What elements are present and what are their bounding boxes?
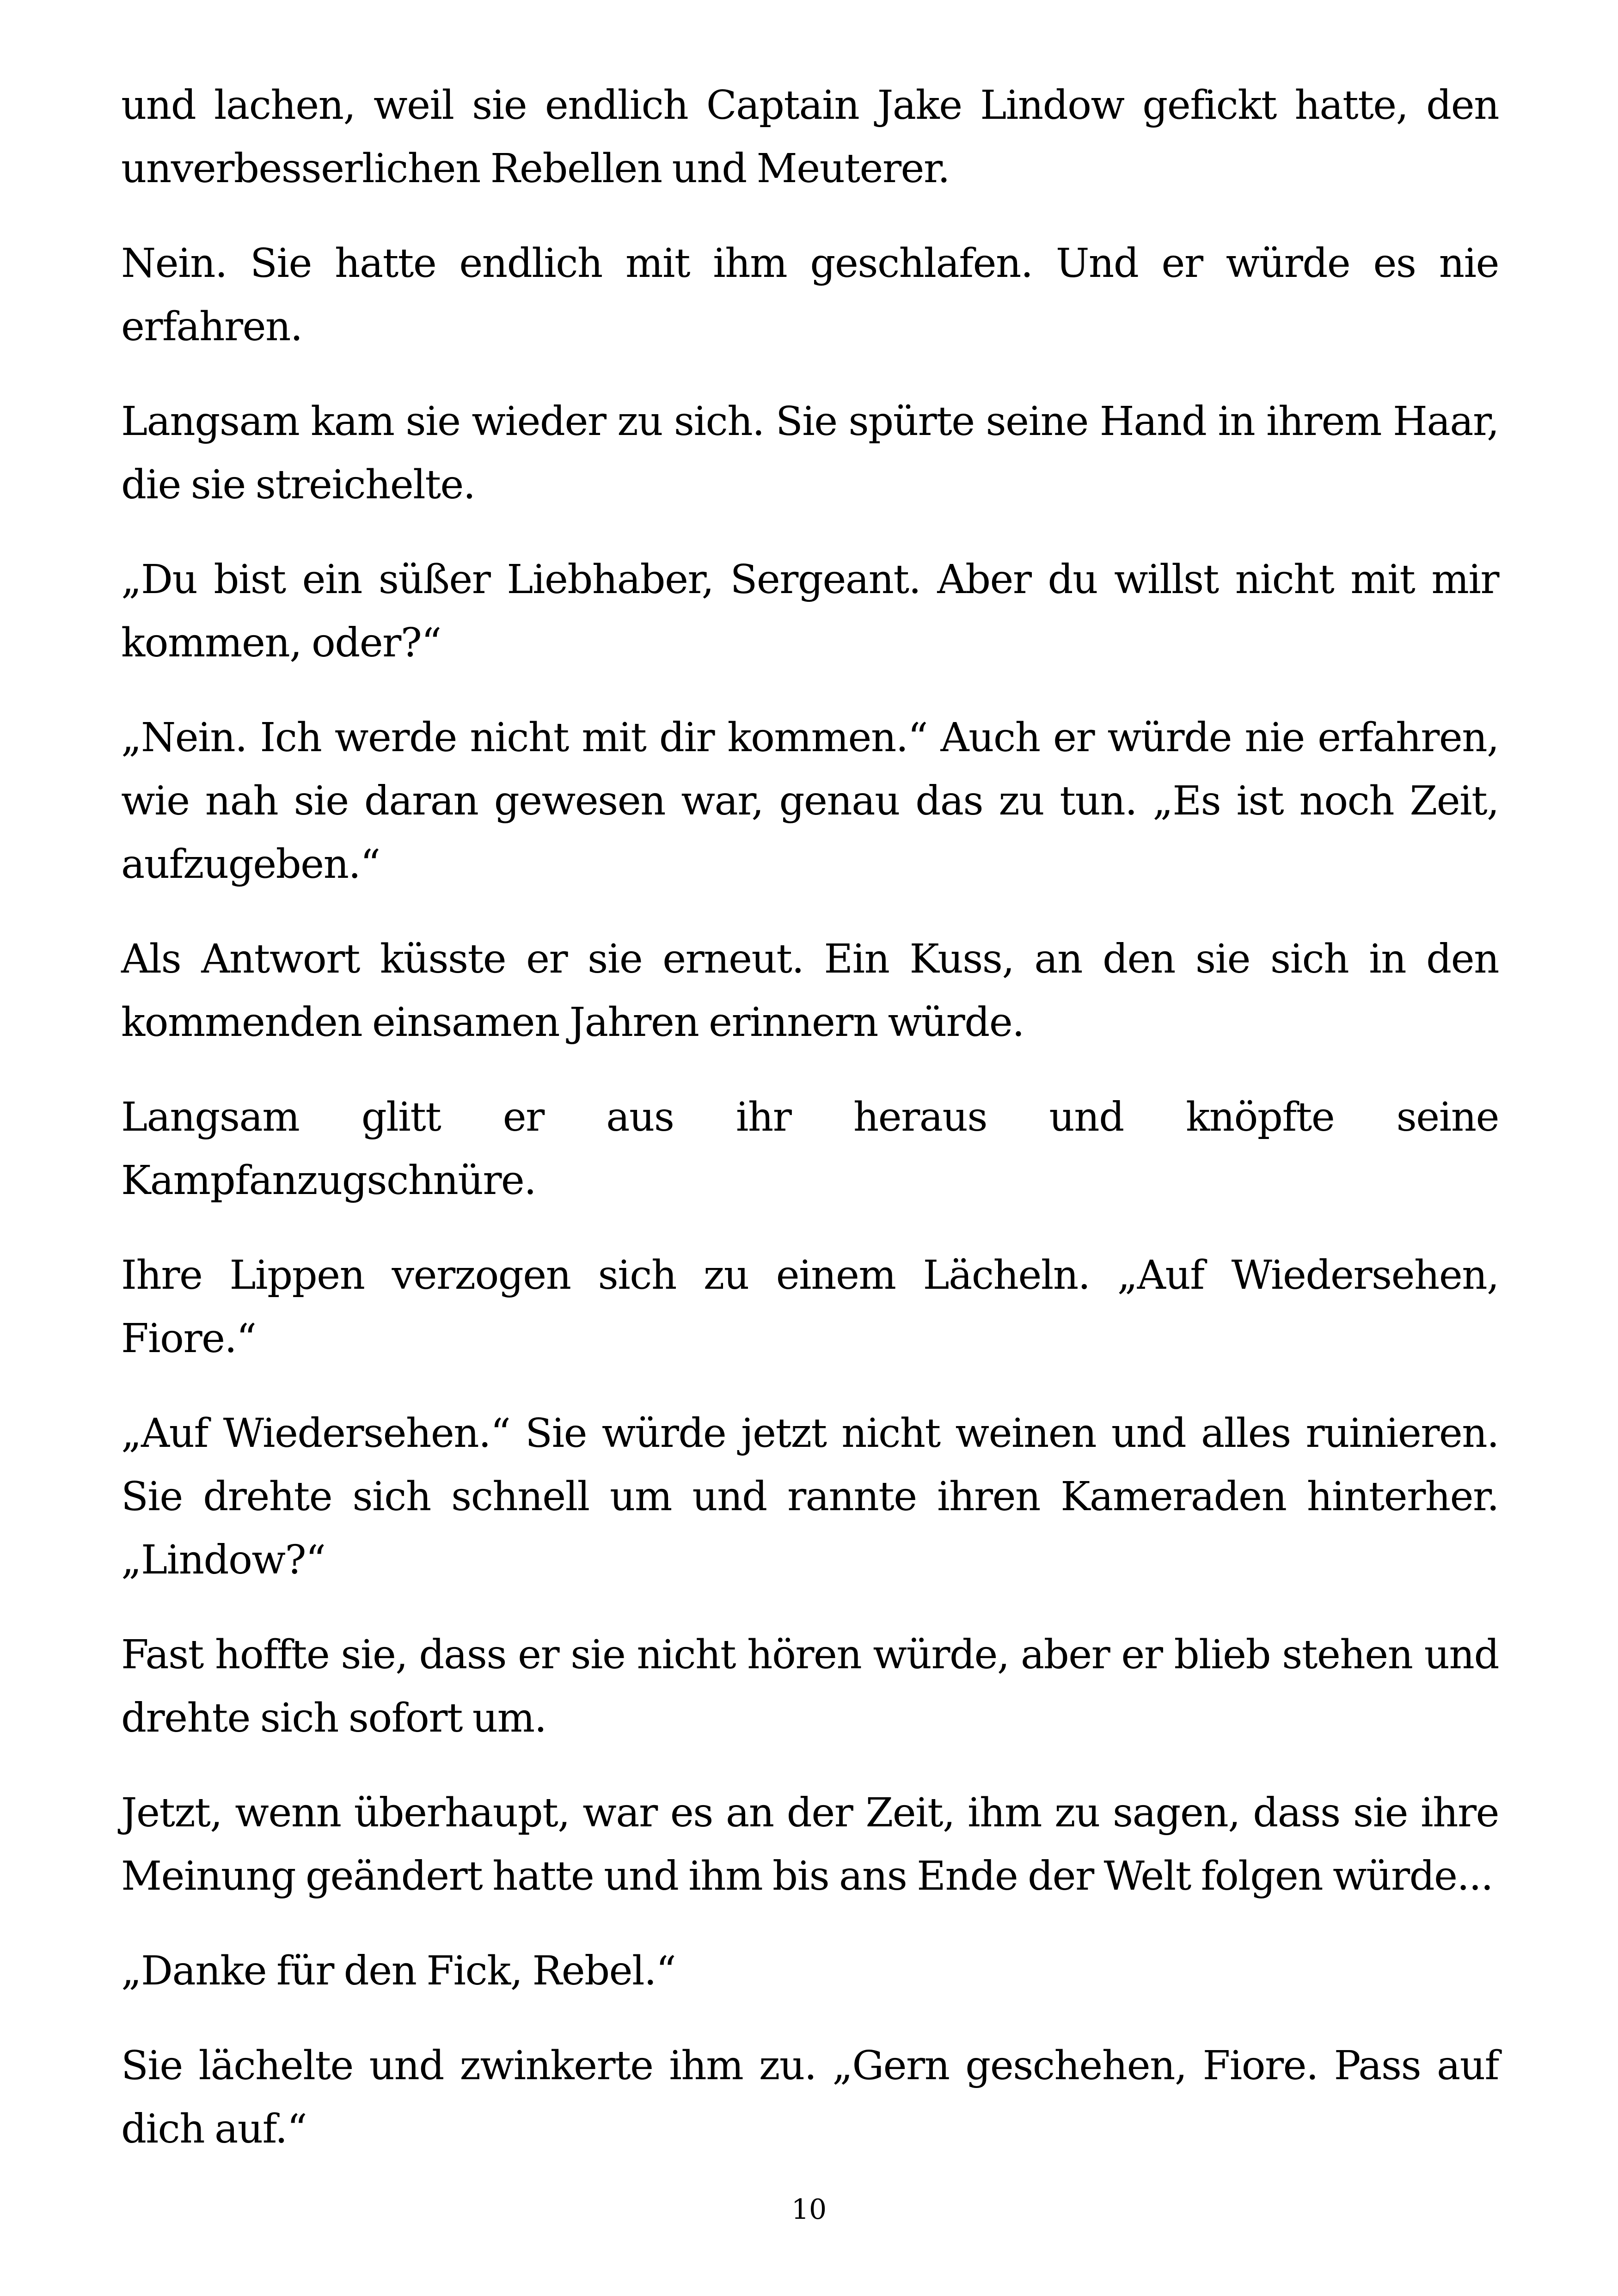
paragraph: Als Antwort küsste er sie erneut. Ein Kuss, an den sie sich in den kommenden einsamen Jahren erinnern würde. <box>121 936 1499 1046</box>
paragraph: Fast hoffte sie, dass er sie nicht hören würde, aber er blieb stehen und drehte sich sofort um. <box>121 1632 1499 1741</box>
paragraph: Langsam kam sie wieder zu sich. Sie spürte seine Hand in ihrem Haar, die sie streichelte. <box>121 398 1499 508</box>
paragraph: „Auf Wiedersehen.“ Sie würde jetzt nicht weinen und alles ruinieren. Sie drehte sich schnell um und rannte ihren Kameraden hinterher. „Lindow?“ <box>121 1410 1499 1583</box>
paragraph: „Danke für den Fick, Rebel.“ <box>121 1948 676 1994</box>
paragraph: Sie lächelte und zwinkerte ihm zu. „Gern geschehen, Fiore. Pass auf dich auf.“ <box>121 2043 1499 2152</box>
page-body <box>121 74 1499 2161</box>
paragraph: Jetzt, wenn überhaupt, war es an der Zeit, ihm zu sagen, dass sie ihre Meinung geändert hatte und ihm bis ans Ende der Welt folgen würde... <box>121 1790 1499 1899</box>
paragraph: „Nein. Ich werde nicht mit dir kommen.“ Auch er würde nie erfahren, wie nah sie daran gewesen war, genau das zu tun. „Es ist noch Zeit, aufzugeben.“ <box>121 715 1499 888</box>
paragraph: Langsam glitt er aus ihr heraus und knöpfte seine Kampfanzugschnüre. <box>121 1094 1499 1204</box>
paragraph: „Du bist ein süßer Liebhaber, Sergeant. Aber du willst nicht mit mir kommen, oder?“ <box>121 557 1499 666</box>
page-number: 10 <box>791 2193 827 2226</box>
paragraph: und lachen, weil sie endlich Captain Jake Lindow gefickt hatte, den unverbesserlichen Rebellen und Meuterer. <box>121 82 1499 192</box>
paragraph: Nein. Sie hatte endlich mit ihm geschlafen. Und er würde es nie erfahren. <box>121 240 1499 350</box>
paragraph: Ihre Lippen verzogen sich zu einem Lächeln. „Auf Wiedersehen, Fiore.“ <box>121 1252 1499 1362</box>
